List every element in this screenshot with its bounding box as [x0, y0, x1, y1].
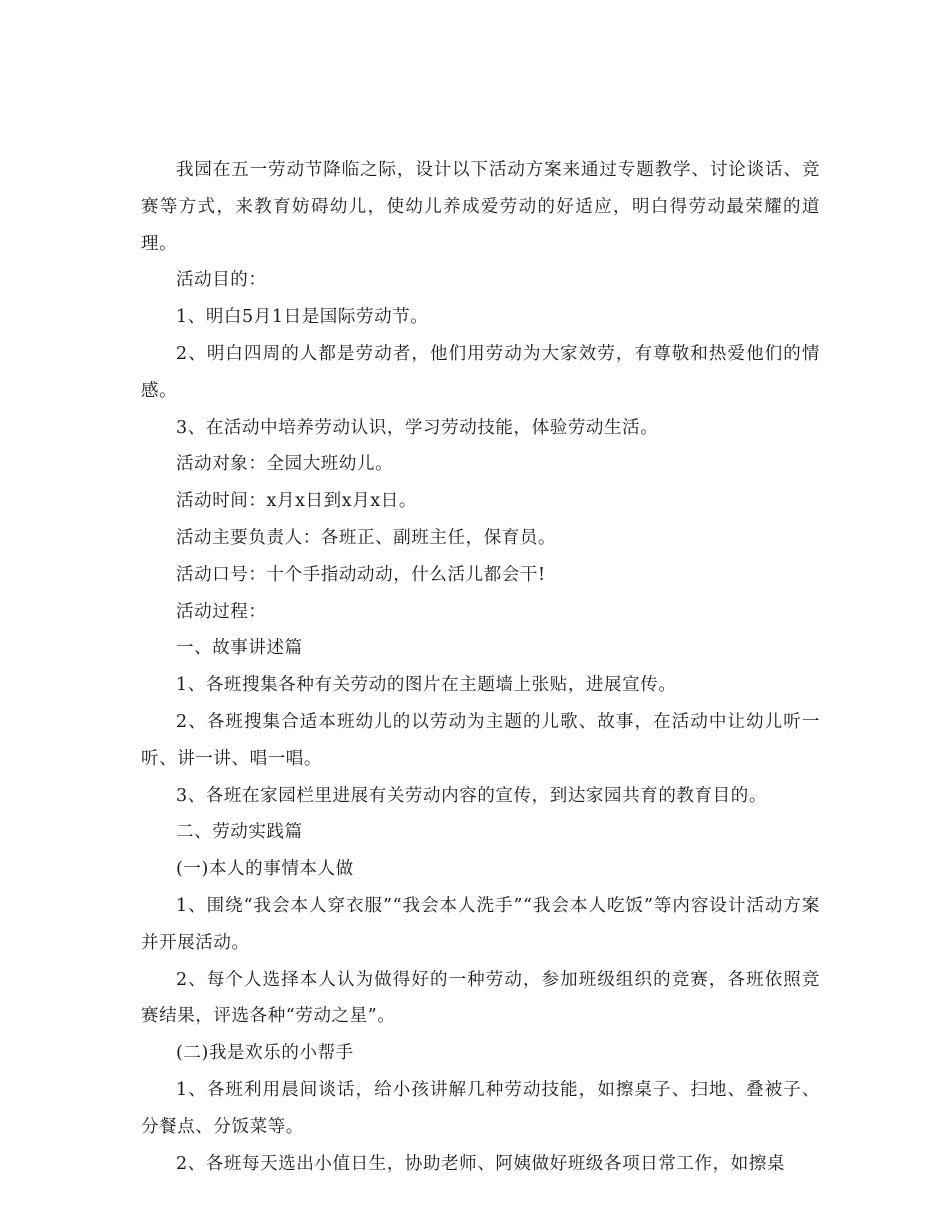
paragraph-responsible: 活动主要负责人：各班正、副班主任，保育员。 [176, 527, 557, 548]
paragraph-subsection-1-item-2: 2、每个人选择本人认为做得好的一种劳动，参加班级组织的竞赛，各班依照竞赛结果，评选各种“劳动之星”。 [141, 969, 820, 1027]
paragraph-subsection-2-heading: (二)我是欢乐的小帮手 [176, 1043, 354, 1064]
paragraph-intro: 我园在五一劳动节降临之际，设计以下活动方案来通过专题教学、讨论谈话、竞赛等方式，来教育妨碍幼儿，使幼儿养成爱劳动的好适应，明白得劳动最荣耀的道理。 [141, 160, 820, 254]
paragraph-subsection-1-item-1: 1、围绕“我会本人穿衣服”“我会本人洗手”“我会本人吃饭”等内容设计活动方案并开展活动。 [141, 895, 820, 953]
paragraph-slogan: 活动口号：十个手指动动动，什么活儿都会干! [176, 564, 546, 585]
paragraph-process-heading: 活动过程： [176, 601, 267, 622]
paragraph-section-1-item-3: 3、各班在家园栏里进展有关劳动内容的宣传，到达家园共育的教育目的。 [176, 785, 767, 806]
paragraph-section-1-item-2: 2、各班搜集合适本班幼儿的以劳动为主题的儿歌、故事，在活动中让幼儿听一听、讲一讲、唱一唱。 [141, 711, 820, 769]
paragraph-section-1-heading: 一、故事讲述篇 [176, 638, 303, 659]
paragraph-purpose-3: 3、在活动中培养劳动认识，学习劳动技能，体验劳动生活。 [176, 417, 659, 438]
paragraph-target: 活动对象：全园大班幼儿。 [176, 454, 394, 475]
paragraph-time: 活动时间：x月x日到x月x日。 [176, 491, 417, 512]
paragraph-purpose-heading: 活动目的： [176, 270, 267, 291]
paragraph-purpose-1: 1、明白5月1日是国际劳动节。 [176, 307, 429, 328]
paragraph-purpose-2: 2、明白四周的人都是劳动者，他们用劳动为大家效劳，有尊敬和热爱他们的情感。 [141, 343, 820, 401]
paragraph-subsection-2-item-1: 1、各班利用晨间谈话，给小孩讲解几种劳动技能，如擦桌子、扫地、叠被子、分餐点、分饭菜等。 [141, 1079, 820, 1137]
document-body [141, 152, 820, 1182]
paragraph-subsection-2-item-2: 2、各班每天选出小值日生，协助老师、阿姨做好班级各项日常工作，如擦桌 [176, 1153, 786, 1174]
paragraph-subsection-1-heading: (一)本人的事情本人做 [176, 859, 354, 880]
paragraph-section-2-heading: 二、劳动实践篇 [176, 822, 303, 843]
paragraph-section-1-item-1: 1、各班搜集各种有关劳动的图片在主题墙上张贴，进展宣传。 [176, 675, 677, 696]
